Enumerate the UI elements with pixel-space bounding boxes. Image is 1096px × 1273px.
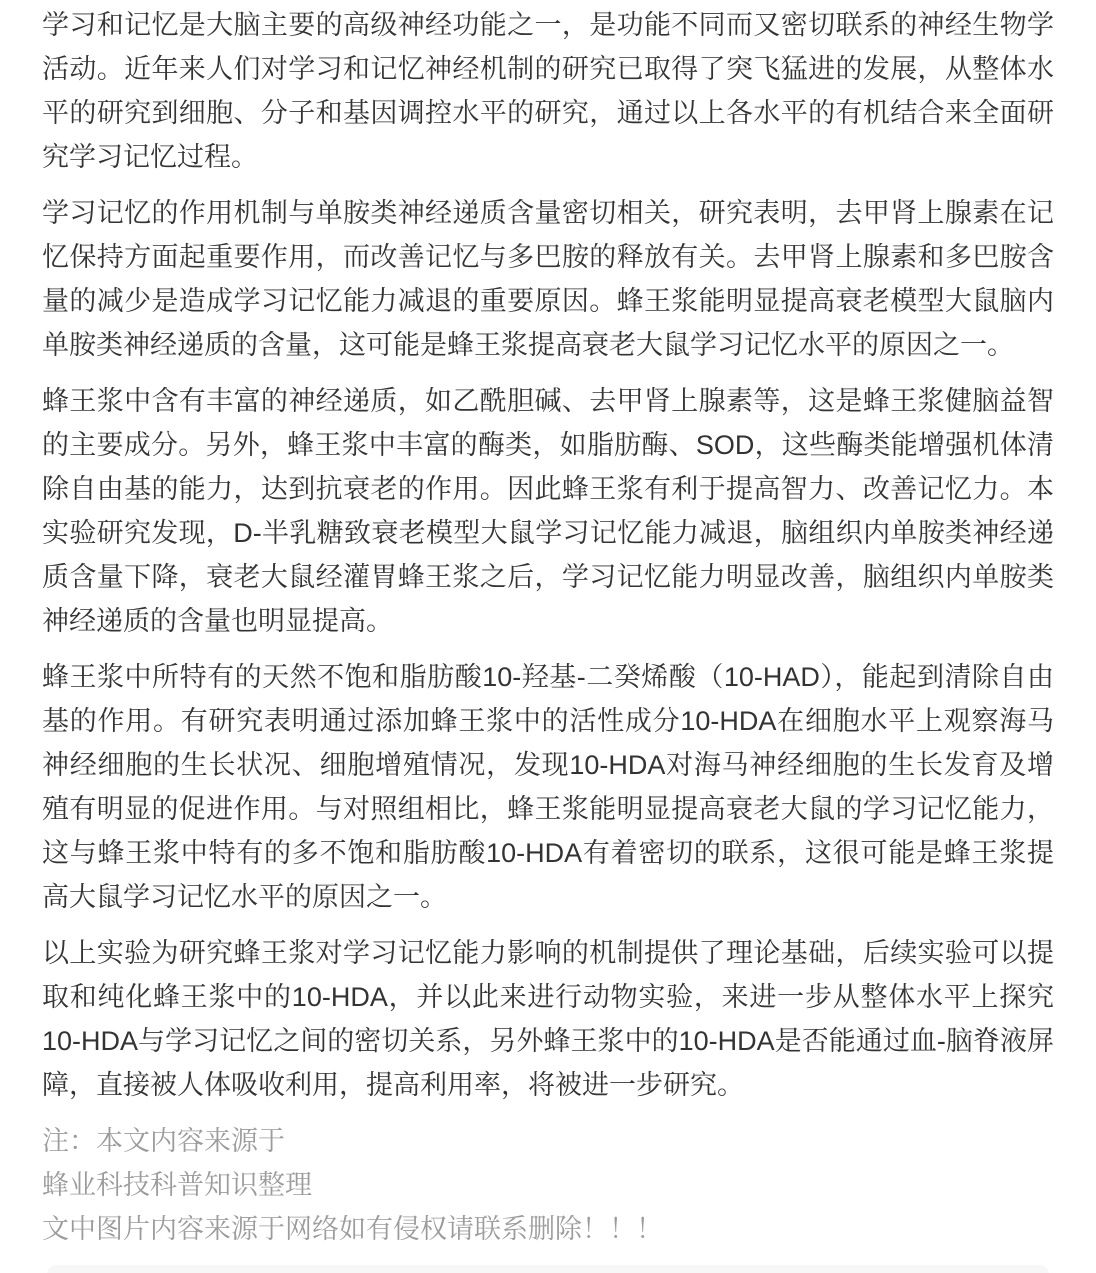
article-paragraph: 学习记忆的作用机制与单胺类神经递质含量密切相关，研究表明，去甲肾上腺素在记忆保持方面起重要作用，而改善记忆与多巴胺的释放有关。去甲肾上腺素和多巴胺含量的减少是造成学习记忆能力减退的重要原因。蜂王浆能明显提高衰老模型大鼠脑内单胺类神经递质的含量，这可能是蜂王浆提高衰老大鼠学习记忆水平的原因之一。: [42, 198, 1054, 360]
article-paragraph: 蜂王浆中所特有的天然不饱和脂肪酸10-羟基-二癸烯酸（10-HAD），能起到清除自由基的作用。有研究表明通过添加蜂王浆中的活性成分10-HDA在细胞水平上观察海马神经细胞的生长状况、细胞增殖情况，发现10-HDA对海马神经细胞的生长发育及增殖有明显的促进作用。与对照组相比，蜂王浆能明显提高衰老大鼠的学习记忆能力，这与蜂王浆中特有的多不饱和脂肪酸10-HDA有着密切的联系，这很可能是蜂王浆提高大鼠学习记忆水平的原因之一。: [42, 662, 1054, 912]
next-card-top-edge: [47, 1265, 1049, 1273]
source-note: [42, 1119, 1054, 1251]
article-paragraph: 以上实验为研究蜂王浆对学习记忆能力影响的机制提供了理论基础，后续实验可以提取和纯化蜂王浆中的10-HDA，并以此来进行动物实验，来进一步从整体水平上探究10-HDA与学习记忆之间的密切关系，另外蜂王浆中的10-HDA是否能通过血-脑脊液屏障，直接被人体吸收利用，提高利用率，将被进一步研究。: [42, 938, 1054, 1100]
source-note-line: 文中图片内容来源于网络如有侵权请联系删除！！！: [42, 1214, 663, 1244]
source-note-line: 蜂业科技科普知识整理: [42, 1170, 312, 1200]
source-note-line: 注：本文内容来源于: [42, 1126, 285, 1156]
article-paragraph: 蜂王浆中含有丰富的神经递质，如乙酰胆碱、去甲肾上腺素等，这是蜂王浆健脑益智的主要成分。另外，蜂王浆中丰富的酶类，如脂肪酶、SOD，这些酶类能增强机体清除自由基的能力，达到抗衰老的作用。因此蜂王浆有利于提高智力、改善记忆力。本实验研究发现，D-半乳糖致衰老模型大鼠学习记忆能力减退，脑组织内单胺类神经递质含量下降，衰老大鼠经灌胃蜂王浆之后，学习记忆能力明显改善，脑组织内单胺类神经递质的含量也明显提高。: [42, 386, 1054, 636]
article-paragraph: 学习和记忆是大脑主要的高级神经功能之一，是功能不同而又密切联系的神经生物学活动。近年来人们对学习和记忆神经机制的研究已取得了突飞猛进的发展，从整体水平的研究到细胞、分子和基因调控水平的研究，通过以上各水平的有机结合来全面研究学习记忆过程。: [42, 10, 1054, 172]
